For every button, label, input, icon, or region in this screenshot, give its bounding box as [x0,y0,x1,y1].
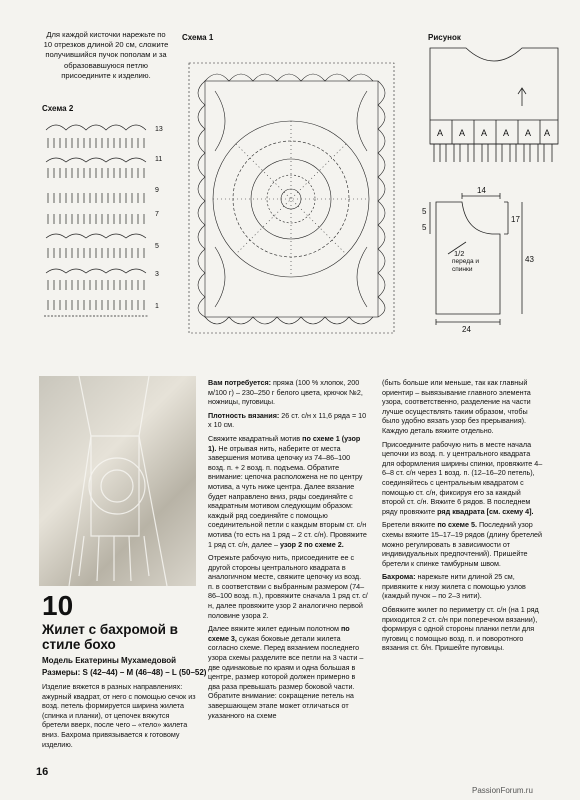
col3-p4-body: нарежьте нити длиной 25 см, привяжите к низу жилета с помощью узлов (каждый пучок – по 2–3 нити). [382,572,526,601]
designer: Модель Екатерины Мухамедовой [42,656,177,665]
column-3 [382,378,544,657]
figure-letter-2: A [459,128,466,138]
figure-diagram [424,44,564,174]
col2-p1-body: Не отрывая нить, наберите от места завершения мотива цепочку из 74–86–100 возд. п. + 2 возд. п. подъема. Обратите внимание: цепочка расположена не по центру мотива, а чуть ниже центра. Далее вязание будет направлено вниз, ряды соединяйте с квадратным мотивом следующим образом: каждый ряд соединяйте с помощью соединительной петли с каждым вторым ст. с/н мотива (то есть на 1 ряд – 2 ст. с/н). Провяжите 1 ряд ст. с/н, далее – [208,443,367,549]
needs-text: пряжа (100 % хлопок, 200 м/100 г) – 230–250 г белого цвета, крючок №2, ножницы, пуговицы. [208,378,363,407]
figure-label: Рисунок [428,33,461,42]
figure-letter-3: A [481,128,488,138]
figure-letter-6: A [544,128,551,138]
tassel-note: Для каждой кисточки нарежьте по 10 отрезков длиной 20 см, сложите получившийся пучок пополам и за образовавшуюся петлю присоедините к изделию. [43,30,169,80]
vest-photo-illustration [39,376,196,586]
pattern-diagram [422,182,572,332]
figure-letter-4: A [503,128,510,138]
scheme2-label: Схема 2 [42,104,74,113]
col3-p2-bold: ряд квадрата [см. схему 4]. [437,506,534,516]
column-2 [208,378,368,724]
scheme2-row-11: 11 [155,156,163,163]
model-number: 10 [42,590,74,621]
scheme2-diagram [40,118,165,323]
density-text: 26 ст. с/н х 11,6 ряда = 10 х 10 см. [208,410,367,430]
dim-17: 17 [511,215,520,224]
scheme2-row-7: 7 [155,211,159,218]
vest-photo [39,376,196,586]
col2-p1-end: узор 2 по схеме 2. [280,539,344,549]
dim-24: 24 [462,325,471,332]
col3-p3-bold: по схеме 5. [437,520,477,530]
dim-front-back: переда и спинки [452,258,480,273]
dim-5b: 5 [422,223,427,232]
scheme1-diagram [175,45,407,350]
scheme2-row-3: 3 [155,271,159,278]
needs-paragraph [208,378,368,407]
density-lead: Плотность вязания: [208,410,280,420]
col2-paragraph-2: Отрежьте рабочую нить, присоедините ее с другой стороны центрального квадрата в аналогичном месте, свяжите цепочку из возд. п. в соответствии с выбранным размером (74–86–100 возд. п.), провяжите сначала 1 ряд ст. с/н, далее провяжите узор 2 аналогично первой половине узора 2. [208,553,368,620]
needs-lead: Вам потребуется: [208,378,272,387]
col2-p3-start: Далее вяжите жилет единым полотном [208,624,341,634]
page-number: 16 [36,766,49,778]
col3-paragraph-2 [382,440,544,517]
col2-paragraph-1 [208,434,368,549]
col3-p2-body: Присоедините рабочую нить в месте начала цепочки из возд. п. у центрального квадрата для оформления ширины спинки, провяжите 4–6–8 ст. с/н через 1 возд. п. (12–16–20 петель), соединяйтесь с центральным квадратом с помощью ст. с/н, фиксируя его за каждый второй ст. с/н. Вяжите 6 рядов. В последнем ряду провяжите [382,439,543,516]
col3-paragraph-3 [382,520,544,568]
scheme2-row-1: 1 [155,303,159,310]
sizes: Размеры: S (42–44) – M (46–48) – L (50–52) [42,668,207,677]
col3-p3-body: Последний узор схемы вяжите 15–17–19 рядов (длину бретелей можно регулировать в зависимости от индивидуальных предпочтений). Пришейте бретели к спинке тамбурным швом. [382,520,543,568]
scheme2-row-5: 5 [155,243,159,250]
col3-paragraph-1: (быть больше или меньше, так как главный ориентир – вывязывание главного элемента узора, соответственно, разделение на части лучше осуществлять таким образом, чтобы было удобно вязать узор без прерывания). Каждую деталь вяжите отдельно. [382,378,531,435]
col3-paragraph-5: Обвяжите жилет по периметру ст. с/н (на 1 ряд приходится 2 ст. с/н при поперечном вязании), формируя с одной стороны планки петли для пуговиц с помощью возд. п. и поворотного вязания ст. б/н. Пришейте пуговицы. [382,605,539,653]
col2-paragraph-3 [208,624,368,720]
density-paragraph [208,411,368,430]
watermark: PassionForum.ru [472,786,533,795]
col2-p3-body: сужая боковые детали жилета согласно схеме. Перед вязанием последнего узора схемы разделите все петли на 3 части – две одинаковые по краям и одна большая в центре, размер которой должен примерно в два раза превышать размер боковой части. Обратите внимание: сокращение петель на завершающем этапе может отличаться от указанного на схеме [208,633,364,720]
figure-letter-5: A [525,128,532,138]
model-title: Жилет с бахромой в стиле бохо [42,622,178,652]
col3-p3-start: Бретели вяжите [382,520,438,530]
col2-p3-bold: по схеме 3, [208,624,350,643]
figure-letter-1: A [437,128,444,138]
scheme2-row-9: 9 [155,187,159,194]
scheme2-row-13: 13 [155,126,163,133]
intro-text: Изделие вяжется в разных направлениях: ажурный квадрат, от него с помощью сечок из возд. петель формируется ширина жилета (спинка и планки), от цепочек вяжутся бретели вверх, после чего – «тело» жилета вниз. Бахрома привязывается к готовому изделию. [42,682,196,749]
col2-p1-bold: по схеме 1 (узор 1). [208,433,361,453]
dim-14: 14 [477,186,486,195]
dim-5a: 5 [422,207,427,216]
dim-43: 43 [525,255,534,264]
dim-half: 1/2 [454,249,465,258]
scheme1-label: Схема 1 [182,33,214,42]
col3-paragraph-4 [382,572,544,601]
col3-p4-lead: Бахрома: [382,572,416,582]
col2-p1-start: Свяжите квадратный мотив [208,433,303,443]
